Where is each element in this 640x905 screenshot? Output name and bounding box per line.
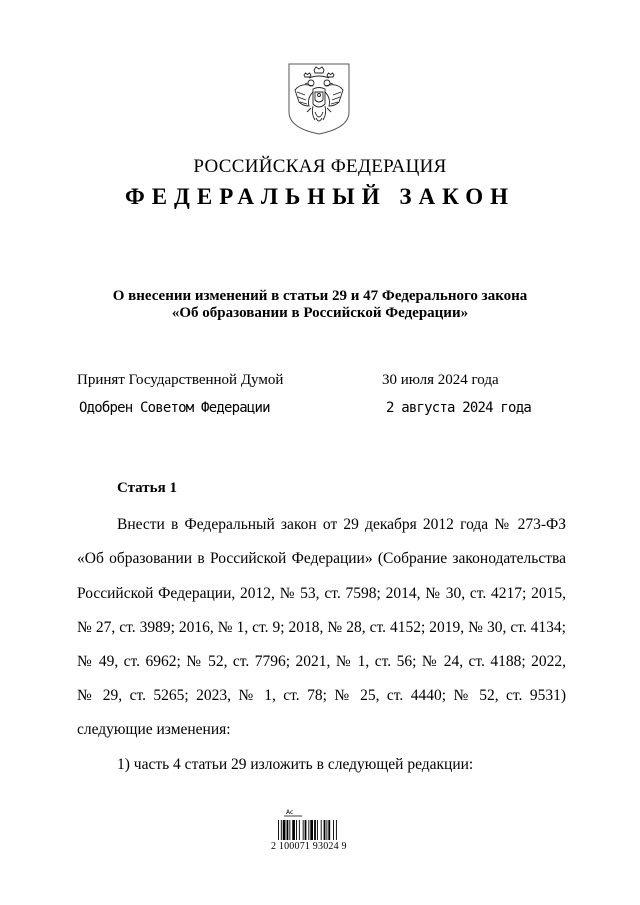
article-line: «Об образовании в Российской Федерации» (Собрание законодательства [77, 550, 566, 567]
adopted-date: 30 июля 2024 года [382, 372, 499, 388]
barcode-bar [287, 820, 289, 840]
barcode-bar [328, 820, 330, 840]
barcode-bar [324, 820, 326, 840]
article-line: № 27, ст. 3989; 2016, № 1, ст. 9; 2018, № 28, ст. 4152; 2019, № 30, ст. 4134; [77, 619, 566, 636]
barcode-bar [296, 820, 297, 840]
barcode-bar [305, 820, 307, 840]
barcode-bar [303, 820, 304, 840]
coat-of-arms-icon [287, 62, 351, 136]
barcode-bar [292, 820, 295, 840]
approved-by-label: Одобрен Советом Федерации [79, 400, 270, 416]
barcode-bar [289, 820, 290, 840]
country-name: РОССИЙСКАЯ ФЕДЕРАЦИЯ [193, 156, 447, 177]
barcode-bar [281, 820, 282, 840]
adopted-by-label: Принят Государственной Думой [77, 372, 284, 388]
article-line: Российской Федерации, 2012, № 53, ст. 7598; 2014, № 30, ст. 4217; 2015, [77, 585, 566, 602]
barcode-bar [283, 820, 286, 840]
article-line: 1) часть 4 статьи 29 изложить в следующей редакции: [117, 756, 474, 773]
svg-text:Ac: Ac [286, 809, 294, 816]
law-title-line-2: «Об образовании в Российской Федерации» [171, 305, 469, 321]
article-line: следующие изменения: [77, 721, 231, 738]
barcode-bar [321, 820, 322, 840]
barcode-bar [314, 820, 316, 840]
barcode-bar [308, 820, 309, 840]
article-line: № 49, ст. 6962; № 52, ст. 7796; 2021, № 1, ст. 56; № 24, ст. 4188; 2022, [77, 653, 566, 670]
approved-date: 2 августа 2024 года [386, 400, 531, 416]
barcode-bar [278, 820, 279, 840]
barcode-bar [336, 820, 337, 840]
barcode-bar [326, 820, 327, 840]
barcode-bar [333, 820, 334, 840]
law-title-line-1: О внесении изменений в статьи 29 и 47 Федерального закона [112, 288, 528, 304]
law-type-heading: ФЕДЕРАЛЬНЫЙ ЗАКОН [124, 184, 516, 209]
barcode-bar [299, 820, 300, 840]
article-line: № 29, ст. 5265; 2023, № 1, ст. 78; № 25, ст. 4440; № 52, ст. 9531) [77, 687, 566, 704]
article-line: Внести в Федеральный закон от 29 декабря 2012 года № 273-ФЗ [117, 516, 566, 533]
article-heading: Статья 1 [117, 480, 177, 496]
barcode-bar [310, 820, 313, 840]
barcode-number: 2 100071 93024 9 [271, 841, 347, 852]
barcode-bar [317, 820, 318, 840]
